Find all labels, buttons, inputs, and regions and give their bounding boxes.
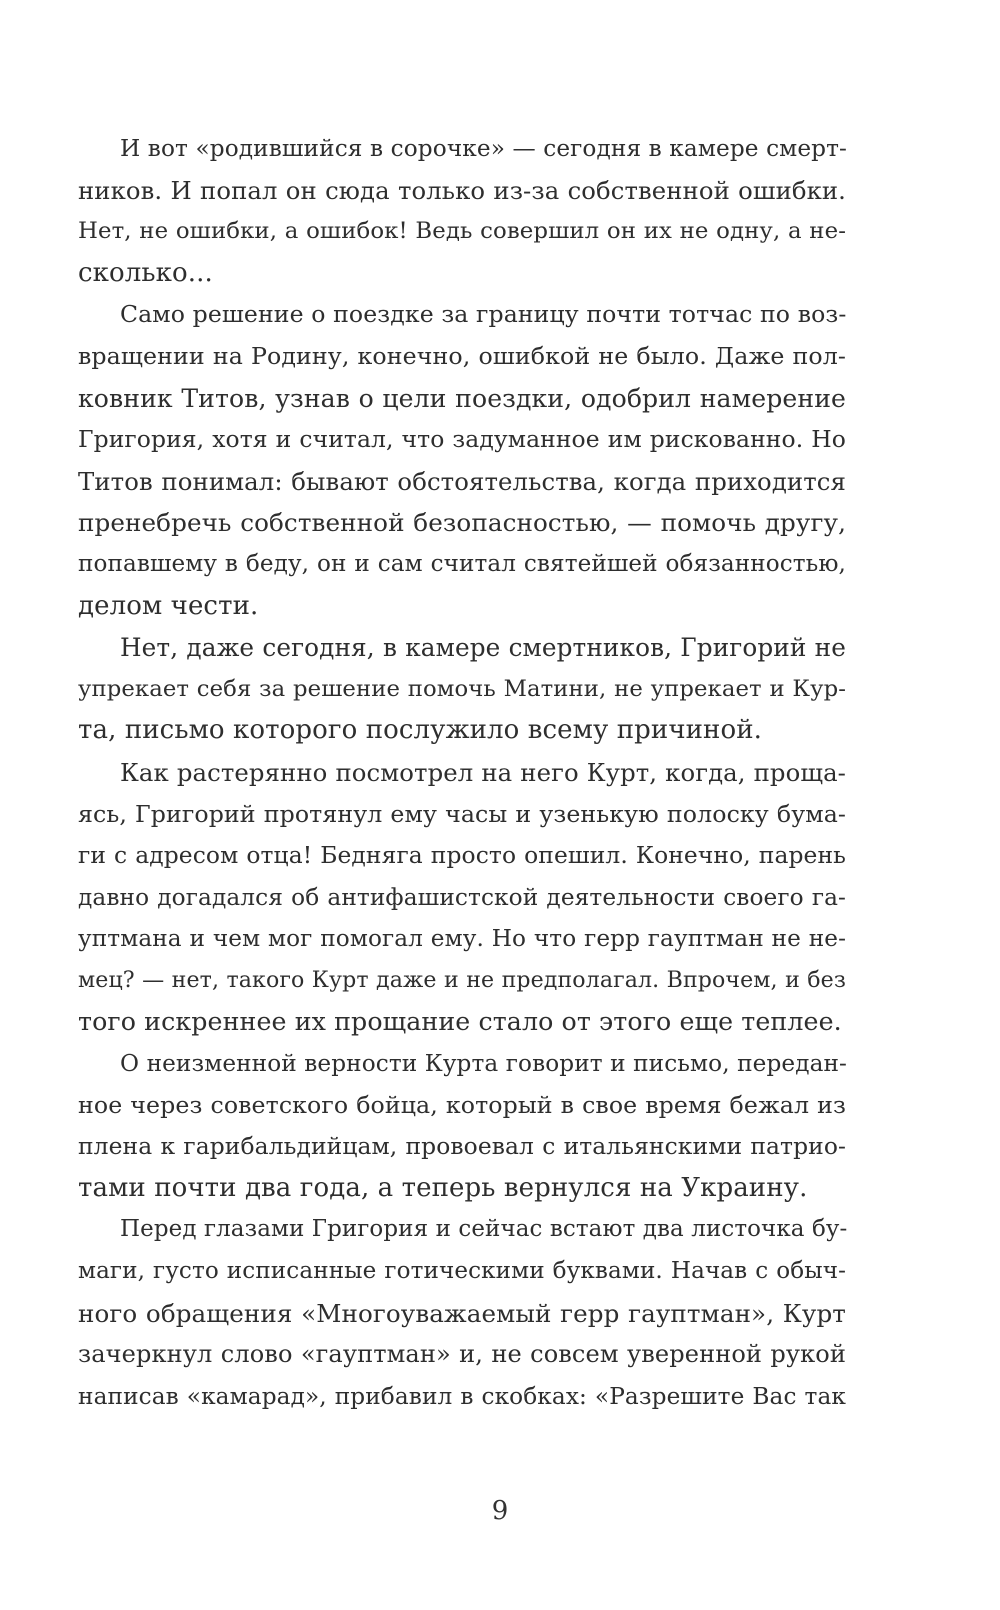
text-line: ясь, Григорий протянул ему часы и узенькую полоску бума- xyxy=(78,799,846,828)
text-line: Перед глазами Григория и сейчас встают два листочка бу- xyxy=(120,1216,848,1243)
text-line: того искреннее их прощание стало от этого еще теплее. xyxy=(78,1007,842,1037)
text-line: Нет, не ошибки, а ошибок! Ведь совершил он их не одну, а не- xyxy=(78,218,846,245)
text-line: делом чести. xyxy=(78,590,259,621)
page-number: 9 xyxy=(491,1496,509,1526)
text-line: ковник Титов, узнав о цели поездки, одобрил намерение xyxy=(78,383,846,413)
text-line: ное через советского бойца, который в свое время бежал из xyxy=(78,1090,846,1119)
text-line: мец? — нет, такого Курт даже и не предполагал. Впрочем, и без xyxy=(78,967,846,993)
text-line: сколько... xyxy=(78,257,213,288)
text-line: О неизменной верности Курта говорит и письмо, передан- xyxy=(120,1050,847,1078)
text-line: уптмана и чем мог помогал ему. Но что герр гауптман не не- xyxy=(78,925,846,953)
text-line: Титов понимал: бывают обстоятельства, когда приходится xyxy=(78,466,846,496)
text-line: тами почти два года, а теперь вернулся на Украину. xyxy=(78,1172,808,1203)
text-line: написав «камарад», прибавил в скобках: «Разрешите Вас так xyxy=(78,1382,846,1410)
text-line: Как растерянно посмотрел на него Курт, когда, проща- xyxy=(120,757,846,787)
text-line: маги, густо исписанные готическими буквами. Начав с обыч- xyxy=(78,1258,846,1285)
paragraph xyxy=(78,294,846,627)
paragraph xyxy=(78,1209,846,1417)
text-line: пренебречь собственной безопасностью, — помочь другу, xyxy=(78,508,846,538)
text-line: зачеркнул слово «гауптман» и, не совсем уверенной рукой xyxy=(78,1340,846,1369)
body-text xyxy=(78,128,846,1417)
text-line: ги с адресом отца! Бедняга просто опешил. Конечно, парень xyxy=(78,841,846,870)
text-line: плена к гарибальдийцам, провоевал с итальянскими патрио- xyxy=(78,1132,846,1161)
text-line: Нет, даже сегодня, в камере смертников, Григорий не xyxy=(120,633,846,663)
text-line: давно догадался об антифашистской деятельности своего га- xyxy=(78,883,846,911)
text-line: И вот «родившийся в сорочке» — сегодня в камере смерт- xyxy=(120,135,847,162)
text-line: Григория, хотя и считал, что задуманное им рискованно. Но xyxy=(78,425,846,454)
paragraph xyxy=(78,128,846,294)
text-line: вращении на Родину, конечно, ошибкой не было. Даже пол- xyxy=(78,341,846,370)
paragraph xyxy=(78,752,846,1043)
text-line: попавшему в беду, он и сам считал святейшей обязанностью, xyxy=(78,550,846,577)
text-line: Само решение о поездке за границу почти тотчас по воз- xyxy=(120,300,847,329)
paragraph xyxy=(78,1043,846,1209)
paragraph xyxy=(78,627,846,752)
text-line: та, письмо которого послужило всему причиной. xyxy=(78,715,763,746)
text-line: ников. И попал он сюда только из-за собственной ошибки. xyxy=(78,175,846,205)
text-line: ного обращения «Многоуважаемый герр гауптман», Курт xyxy=(78,1298,846,1328)
text-line: упрекает себя за решение помочь Матини, не упрекает и Кур- xyxy=(78,675,846,702)
